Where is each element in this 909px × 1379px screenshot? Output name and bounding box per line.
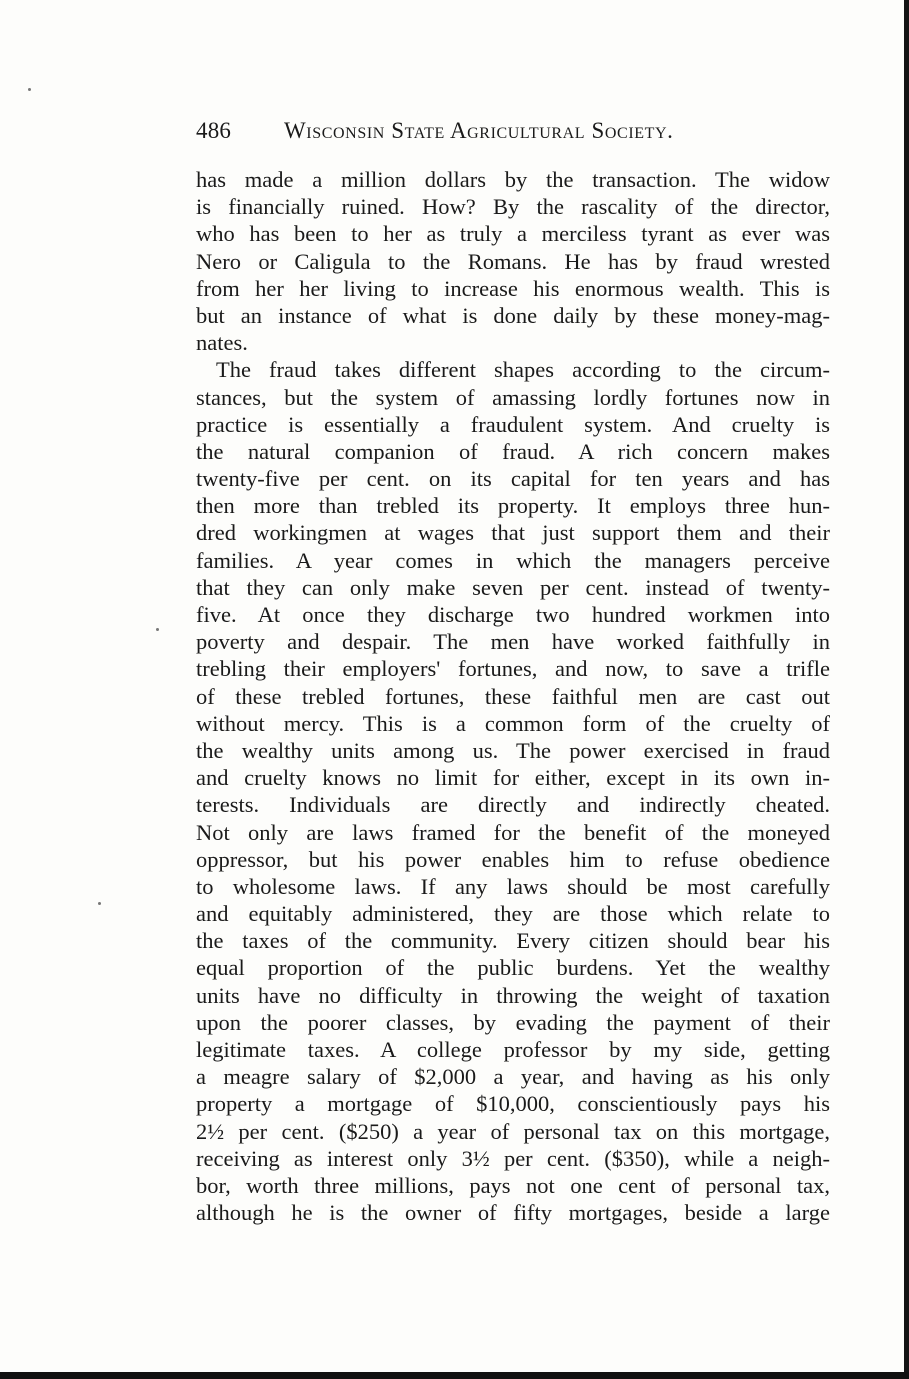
- text-line: property a mortgage of $10,000, conscientiously pays his: [196, 1091, 830, 1117]
- scan-speck: [156, 628, 159, 631]
- body-text: [196, 166, 830, 1226]
- text-line: has made a million dollars by the transaction. The widow: [196, 167, 830, 192]
- text-line: stances, but the system of amassing lordly fortunes now in: [196, 384, 830, 410]
- text-line: Not only are laws framed for the benefit of the moneyed: [196, 819, 830, 845]
- text-line: 2½ per cent. ($250) a year of personal tax on this mortgage,: [196, 1118, 830, 1144]
- running-title: Wisconsin State Agricultural Society.: [284, 118, 674, 143]
- text-line: twenty-five per cent. on its capital for ten years and has: [196, 466, 830, 492]
- text-line: The fraud takes different shapes according to the circum-: [216, 357, 830, 383]
- text-line: that they can only make seven per cent. instead of twenty-: [196, 574, 830, 600]
- paragraph-2: [196, 356, 830, 1226]
- text-line: although he is the owner of fifty mortgages, beside a large: [196, 1200, 830, 1226]
- page-number: 486: [196, 118, 232, 143]
- text-line: to wholesome laws. If any laws should be most carefully: [196, 873, 830, 899]
- text-line: and equitably administered, they are those which relate to: [196, 901, 830, 927]
- text-line: trebling their employers' fortunes, and now, to save a trifle: [196, 656, 830, 682]
- text-line: of these trebled fortunes, these faithful men are cast out: [196, 683, 830, 709]
- text-line: units have no difficulty in throwing the weight of taxation: [196, 982, 830, 1008]
- scan-edge-bottom: [0, 1372, 909, 1379]
- text-line: but an instance of what is done daily by these money-mag-: [196, 302, 830, 328]
- scan-speck: [28, 88, 31, 91]
- text-line: then more than trebled its property. It employs three hun-: [196, 493, 830, 519]
- text-line: and cruelty knows no limit for either, except in its own in-: [196, 765, 830, 791]
- text-line: the wealthy units among us. The power exercised in fraud: [196, 737, 830, 763]
- text-line: terests. Individuals are directly and indirectly cheated.: [196, 792, 830, 818]
- text-line: dred workingmen at wages that just support them and their: [196, 520, 830, 546]
- text-line: who has been to her as truly a merciless tyrant as ever was: [196, 221, 830, 247]
- paragraph-1: [196, 166, 830, 356]
- text-line: receiving as interest only 3½ per cent. ($350), while a neigh-: [196, 1145, 830, 1171]
- text-line: the natural companion of fraud. A rich concern makes: [196, 438, 830, 464]
- text-line: the taxes of the community. Every citizen should bear his: [196, 928, 830, 954]
- text-line: is financially ruined. How? By the rascality of the director,: [196, 194, 830, 220]
- scan-edge-right: [904, 0, 909, 1379]
- text-line: Nero or Caligula to the Romans. He has by fraud wrested: [196, 248, 830, 274]
- text-line: poverty and despair. The men have worked faithfully in: [196, 629, 830, 655]
- text-line: oppressor, but his power enables him to refuse obedience: [196, 846, 830, 872]
- text-line: bor, worth three millions, pays not one cent of personal tax,: [196, 1172, 830, 1198]
- text-line: without mercy. This is a common form of the cruelty of: [196, 710, 830, 736]
- text-line: from her her living to increase his enormous wealth. This is: [196, 275, 830, 301]
- text-line: equal proportion of the public burdens. Yet the wealthy: [196, 955, 830, 981]
- text-line: nates.: [196, 330, 248, 356]
- running-header: [196, 114, 836, 148]
- text-line: legitimate taxes. A college professor by my side, getting: [196, 1037, 830, 1062]
- scan-speck: [98, 902, 101, 905]
- text-line: families. A year comes in which the managers perceive: [196, 547, 830, 573]
- text-line: practice is essentially a fraudulent system. And cruelty is: [196, 411, 830, 437]
- text-line: a meagre salary of $2,000 a year, and having as his only: [196, 1064, 830, 1090]
- text-line: upon the poorer classes, by evading the payment of their: [196, 1009, 830, 1035]
- text-line: five. At once they discharge two hundred workmen into: [196, 602, 830, 627]
